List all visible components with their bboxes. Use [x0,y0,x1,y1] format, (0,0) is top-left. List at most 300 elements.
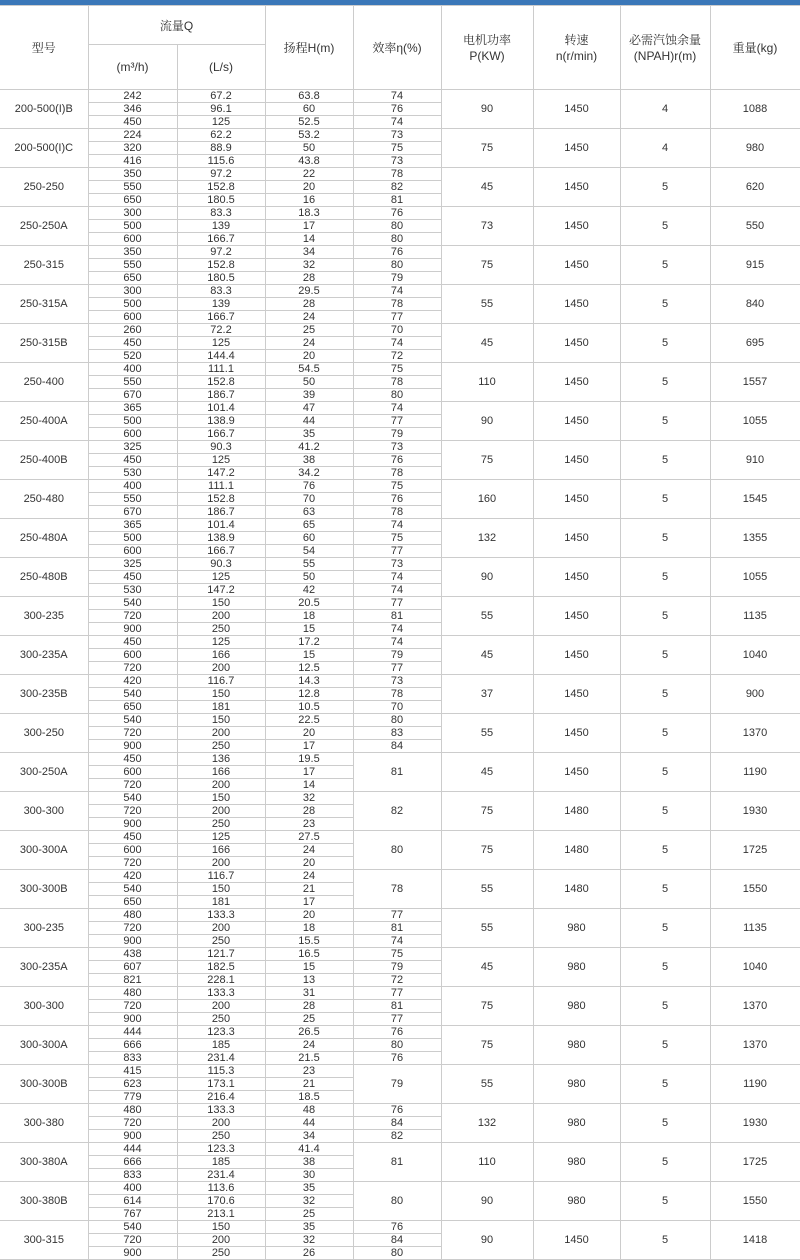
weight-cell: 1725 [710,1143,800,1182]
flow-ls-cell: 97.2 [177,168,265,181]
power-cell: 110 [441,1143,533,1182]
model-cell: 250-480 [0,480,88,519]
flow-m3h-cell: 365 [88,519,177,532]
flow-ls-cell: 173.1 [177,1078,265,1091]
flow-ls-cell: 166.7 [177,545,265,558]
efficiency-cell: 81 [353,922,441,935]
efficiency-cell: 76 [353,103,441,116]
flow-ls-cell: 250 [177,1130,265,1143]
head-cell: 23 [265,1065,353,1078]
head-cell: 20 [265,350,353,363]
head-cell: 14 [265,233,353,246]
model-cell: 300-380A [0,1143,88,1182]
col-header-flow: 流量Q [88,6,265,45]
flow-ls-cell: 166.7 [177,428,265,441]
head-cell: 14.3 [265,675,353,688]
flow-m3h-cell: 480 [88,987,177,1000]
head-cell: 31 [265,987,353,1000]
power-cell: 132 [441,519,533,558]
flow-m3h-cell: 350 [88,168,177,181]
flow-m3h-cell: 450 [88,116,177,129]
npsh-cell: 5 [620,909,710,948]
col-header-power-line1: 电机功率 [462,32,511,47]
weight-cell: 980 [710,129,800,168]
table-row [0,636,800,649]
flow-ls-cell: 90.3 [177,558,265,571]
power-cell: 55 [441,1065,533,1104]
flow-ls-cell: 133.3 [177,909,265,922]
speed-cell: 1450 [533,558,620,597]
npsh-cell: 5 [620,519,710,558]
efficiency-cell: 74 [353,116,441,129]
flow-m3h-cell: 607 [88,961,177,974]
table-row [0,870,800,883]
flow-ls-cell: 231.4 [177,1052,265,1065]
head-cell: 23 [265,818,353,831]
flow-m3h-cell: 833 [88,1052,177,1065]
head-cell: 20 [265,857,353,870]
flow-m3h-cell: 900 [88,740,177,753]
table-row [0,363,800,376]
flow-ls-cell: 133.3 [177,1104,265,1117]
head-cell: 35 [265,1182,353,1195]
speed-cell: 980 [533,909,620,948]
power-cell: 160 [441,480,533,519]
npsh-cell: 5 [620,324,710,363]
flow-m3h-cell: 720 [88,610,177,623]
efficiency-cell: 77 [353,909,441,922]
col-header-weight: 重量(kg) [710,6,800,90]
head-cell: 25 [265,324,353,337]
model-cell: 250-250A [0,207,88,246]
flow-m3h-cell: 720 [88,1117,177,1130]
table-row [0,168,800,181]
head-cell: 32 [265,259,353,272]
power-cell: 37 [441,675,533,714]
flow-m3h-cell: 450 [88,571,177,584]
npsh-cell: 5 [620,246,710,285]
efficiency-cell: 78 [353,506,441,519]
flow-m3h-cell: 300 [88,207,177,220]
head-cell: 20 [265,909,353,922]
head-cell: 54.5 [265,363,353,376]
model-cell: 200-500(I)C [0,129,88,168]
flow-ls-cell: 83.3 [177,207,265,220]
flow-ls-cell: 166 [177,844,265,857]
speed-cell: 980 [533,1026,620,1065]
model-cell: 300-235A [0,948,88,987]
flow-ls-cell: 231.4 [177,1169,265,1182]
npsh-cell: 4 [620,90,710,129]
flow-ls-cell: 96.1 [177,103,265,116]
table-row [0,90,800,103]
flow-ls-cell: 200 [177,1117,265,1130]
flow-ls-cell: 186.7 [177,506,265,519]
npsh-cell: 5 [620,480,710,519]
model-cell: 250-480A [0,519,88,558]
flow-m3h-cell: 450 [88,831,177,844]
head-cell: 24 [265,844,353,857]
efficiency-cell: 76 [353,1052,441,1065]
flow-ls-cell: 152.8 [177,493,265,506]
flow-m3h-cell: 400 [88,1182,177,1195]
power-cell: 75 [441,246,533,285]
table-row [0,987,800,1000]
npsh-cell: 5 [620,1104,710,1143]
flow-ls-cell: 150 [177,688,265,701]
head-cell: 55 [265,558,353,571]
head-cell: 25 [265,1208,353,1221]
efficiency-cell: 84 [353,1234,441,1247]
npsh-cell: 5 [620,870,710,909]
table-row [0,1104,800,1117]
head-cell: 28 [265,1000,353,1013]
efficiency-cell: 75 [353,142,441,155]
weight-cell: 910 [710,441,800,480]
table-row [0,207,800,220]
head-cell: 21.5 [265,1052,353,1065]
model-cell: 250-480B [0,558,88,597]
efficiency-cell: 81 [353,753,441,792]
efficiency-cell: 80 [353,714,441,727]
flow-m3h-cell: 670 [88,389,177,402]
flow-ls-cell: 250 [177,1247,265,1260]
efficiency-cell: 75 [353,948,441,961]
efficiency-cell: 75 [353,532,441,545]
efficiency-cell: 79 [353,428,441,441]
head-cell: 34.2 [265,467,353,480]
flow-m3h-cell: 540 [88,1221,177,1234]
flow-ls-cell: 97.2 [177,246,265,259]
flow-m3h-cell: 320 [88,142,177,155]
speed-cell: 980 [533,948,620,987]
flow-ls-cell: 144.4 [177,350,265,363]
efficiency-cell: 82 [353,181,441,194]
efficiency-cell: 80 [353,220,441,233]
efficiency-cell: 76 [353,493,441,506]
efficiency-cell: 76 [353,1026,441,1039]
npsh-cell: 5 [620,675,710,714]
weight-cell: 1040 [710,636,800,675]
flow-m3h-cell: 540 [88,597,177,610]
flow-m3h-cell: 500 [88,415,177,428]
npsh-cell: 5 [620,1221,710,1260]
flow-ls-cell: 133.3 [177,987,265,1000]
head-cell: 60 [265,532,353,545]
flow-m3h-cell: 530 [88,467,177,480]
flow-m3h-cell: 520 [88,350,177,363]
table-row [0,714,800,727]
speed-cell: 1450 [533,168,620,207]
model-cell: 300-300A [0,1026,88,1065]
efficiency-cell: 74 [353,584,441,597]
flow-ls-cell: 200 [177,610,265,623]
flow-ls-cell: 180.5 [177,272,265,285]
speed-cell: 1450 [533,675,620,714]
power-cell: 90 [441,402,533,441]
flow-m3h-cell: 346 [88,103,177,116]
table-row [0,1143,800,1156]
flow-ls-cell: 72.2 [177,324,265,337]
flow-m3h-cell: 450 [88,753,177,766]
flow-m3h-cell: 550 [88,181,177,194]
head-cell: 12.8 [265,688,353,701]
efficiency-cell: 81 [353,194,441,207]
efficiency-cell: 78 [353,168,441,181]
table-row [0,1026,800,1039]
power-cell: 132 [441,1104,533,1143]
flow-ls-cell: 90.3 [177,441,265,454]
table-row [0,441,800,454]
col-header-speed [533,6,620,90]
flow-m3h-cell: 900 [88,1130,177,1143]
efficiency-cell: 78 [353,376,441,389]
flow-ls-cell: 250 [177,740,265,753]
flow-ls-cell: 147.2 [177,584,265,597]
efficiency-cell: 73 [353,558,441,571]
col-header-efficiency: 效率η(%) [353,6,441,90]
flow-m3h-cell: 420 [88,870,177,883]
efficiency-cell: 76 [353,246,441,259]
table-row [0,519,800,532]
power-cell: 75 [441,831,533,870]
model-cell: 300-235A [0,636,88,675]
head-cell: 28 [265,272,353,285]
model-cell: 300-250A [0,753,88,792]
head-cell: 10.5 [265,701,353,714]
flow-m3h-cell: 550 [88,376,177,389]
head-cell: 34 [265,246,353,259]
table-row [0,285,800,298]
head-cell: 22 [265,168,353,181]
flow-ls-cell: 138.9 [177,415,265,428]
head-cell: 18 [265,610,353,623]
col-header-npsh-line2: (NPAH)r(m) [633,48,697,63]
flow-ls-cell: 111.1 [177,480,265,493]
npsh-cell: 5 [620,168,710,207]
flow-m3h-cell: 365 [88,402,177,415]
npsh-cell: 5 [620,441,710,480]
speed-cell: 1480 [533,870,620,909]
flow-m3h-cell: 415 [88,1065,177,1078]
flow-m3h-cell: 600 [88,428,177,441]
flow-m3h-cell: 720 [88,857,177,870]
model-cell: 300-300 [0,792,88,831]
flow-m3h-cell: 530 [88,584,177,597]
speed-cell: 980 [533,1182,620,1221]
efficiency-cell: 73 [353,155,441,168]
head-cell: 65 [265,519,353,532]
table-row [0,246,800,259]
flow-ls-cell: 113.6 [177,1182,265,1195]
efficiency-cell: 84 [353,1117,441,1130]
head-cell: 35 [265,1221,353,1234]
weight-cell: 1135 [710,597,800,636]
header-row-top [0,6,800,45]
head-cell: 26 [265,1247,353,1260]
efficiency-cell: 73 [353,441,441,454]
efficiency-cell: 82 [353,1130,441,1143]
flow-ls-cell: 150 [177,597,265,610]
flow-ls-cell: 116.7 [177,675,265,688]
weight-cell: 1055 [710,402,800,441]
power-cell: 75 [441,441,533,480]
flow-ls-cell: 67.2 [177,90,265,103]
model-cell: 300-235B [0,675,88,714]
head-cell: 32 [265,1234,353,1247]
head-cell: 38 [265,454,353,467]
head-cell: 44 [265,415,353,428]
flow-ls-cell: 200 [177,805,265,818]
efficiency-cell: 74 [353,402,441,415]
npsh-cell: 5 [620,207,710,246]
col-header-npsh [620,6,710,90]
efficiency-cell: 77 [353,1013,441,1026]
flow-ls-cell: 185 [177,1039,265,1052]
npsh-cell: 5 [620,714,710,753]
flow-m3h-cell: 900 [88,1013,177,1026]
npsh-cell: 5 [620,753,710,792]
head-cell: 53.2 [265,129,353,142]
table-row [0,909,800,922]
head-cell: 27.5 [265,831,353,844]
head-cell: 38 [265,1156,353,1169]
flow-ls-cell: 228.1 [177,974,265,987]
flow-m3h-cell: 650 [88,272,177,285]
flow-ls-cell: 170.6 [177,1195,265,1208]
flow-m3h-cell: 540 [88,714,177,727]
flow-m3h-cell: 600 [88,844,177,857]
efficiency-cell: 74 [353,636,441,649]
efficiency-cell: 73 [353,129,441,142]
efficiency-cell: 78 [353,870,441,909]
flow-ls-cell: 181 [177,701,265,714]
npsh-cell: 5 [620,285,710,324]
flow-m3h-cell: 500 [88,220,177,233]
flow-m3h-cell: 540 [88,792,177,805]
head-cell: 17 [265,220,353,233]
flow-m3h-cell: 720 [88,805,177,818]
speed-cell: 1450 [533,246,620,285]
head-cell: 28 [265,805,353,818]
flow-m3h-cell: 450 [88,337,177,350]
npsh-cell: 5 [620,1026,710,1065]
head-cell: 34 [265,1130,353,1143]
npsh-cell: 5 [620,558,710,597]
power-cell: 55 [441,909,533,948]
flow-m3h-cell: 666 [88,1039,177,1052]
head-cell: 24 [265,1039,353,1052]
head-cell: 29.5 [265,285,353,298]
head-cell: 18.5 [265,1091,353,1104]
flow-m3h-cell: 224 [88,129,177,142]
power-cell: 90 [441,90,533,129]
flow-ls-cell: 250 [177,1013,265,1026]
flow-m3h-cell: 720 [88,779,177,792]
efficiency-cell: 80 [353,831,441,870]
model-cell: 300-300B [0,870,88,909]
speed-cell: 1450 [533,207,620,246]
head-cell: 17 [265,896,353,909]
flow-m3h-cell: 900 [88,818,177,831]
model-cell: 300-380 [0,1104,88,1143]
head-cell: 20.5 [265,597,353,610]
weight-cell: 1725 [710,831,800,870]
model-cell: 300-315 [0,1221,88,1260]
head-cell: 63 [265,506,353,519]
power-cell: 55 [441,285,533,324]
flow-ls-cell: 125 [177,636,265,649]
flow-m3h-cell: 779 [88,1091,177,1104]
model-cell: 300-300B [0,1065,88,1104]
flow-m3h-cell: 540 [88,883,177,896]
flow-m3h-cell: 600 [88,766,177,779]
head-cell: 17.2 [265,636,353,649]
speed-cell: 1450 [533,285,620,324]
model-cell: 250-400A [0,402,88,441]
flow-m3h-cell: 450 [88,454,177,467]
speed-cell: 1450 [533,753,620,792]
head-cell: 54 [265,545,353,558]
efficiency-cell: 77 [353,545,441,558]
speed-cell: 1450 [533,129,620,168]
col-header-head: 扬程H(m) [265,6,353,90]
model-cell: 250-400B [0,441,88,480]
flow-m3h-cell: 300 [88,285,177,298]
flow-ls-cell: 200 [177,662,265,675]
flow-m3h-cell: 444 [88,1143,177,1156]
flow-ls-cell: 200 [177,779,265,792]
model-cell: 200-500(I)B [0,90,88,129]
flow-m3h-cell: 420 [88,675,177,688]
power-cell: 90 [441,558,533,597]
table-row [0,597,800,610]
flow-ls-cell: 152.8 [177,259,265,272]
weight-cell: 550 [710,207,800,246]
efficiency-cell: 76 [353,454,441,467]
head-cell: 15 [265,649,353,662]
head-cell: 15 [265,623,353,636]
speed-cell: 1450 [533,636,620,675]
flow-m3h-cell: 720 [88,727,177,740]
model-cell: 300-300A [0,831,88,870]
weight-cell: 1040 [710,948,800,987]
flow-ls-cell: 150 [177,1221,265,1234]
efficiency-cell: 74 [353,285,441,298]
head-cell: 21 [265,1078,353,1091]
efficiency-cell: 84 [353,740,441,753]
weight-cell: 840 [710,285,800,324]
flow-ls-cell: 116.7 [177,870,265,883]
efficiency-cell: 79 [353,961,441,974]
flow-ls-cell: 166 [177,649,265,662]
power-cell: 55 [441,714,533,753]
head-cell: 17 [265,740,353,753]
flow-m3h-cell: 600 [88,233,177,246]
head-cell: 15.5 [265,935,353,948]
flow-ls-cell: 115.6 [177,155,265,168]
model-cell: 250-315B [0,324,88,363]
efficiency-cell: 77 [353,597,441,610]
flow-ls-cell: 182.5 [177,961,265,974]
head-cell: 50 [265,376,353,389]
speed-cell: 1480 [533,792,620,831]
head-cell: 41.2 [265,441,353,454]
weight-cell: 1418 [710,1221,800,1260]
efficiency-cell: 80 [353,1182,441,1221]
head-cell: 21 [265,883,353,896]
flow-ls-cell: 186.7 [177,389,265,402]
